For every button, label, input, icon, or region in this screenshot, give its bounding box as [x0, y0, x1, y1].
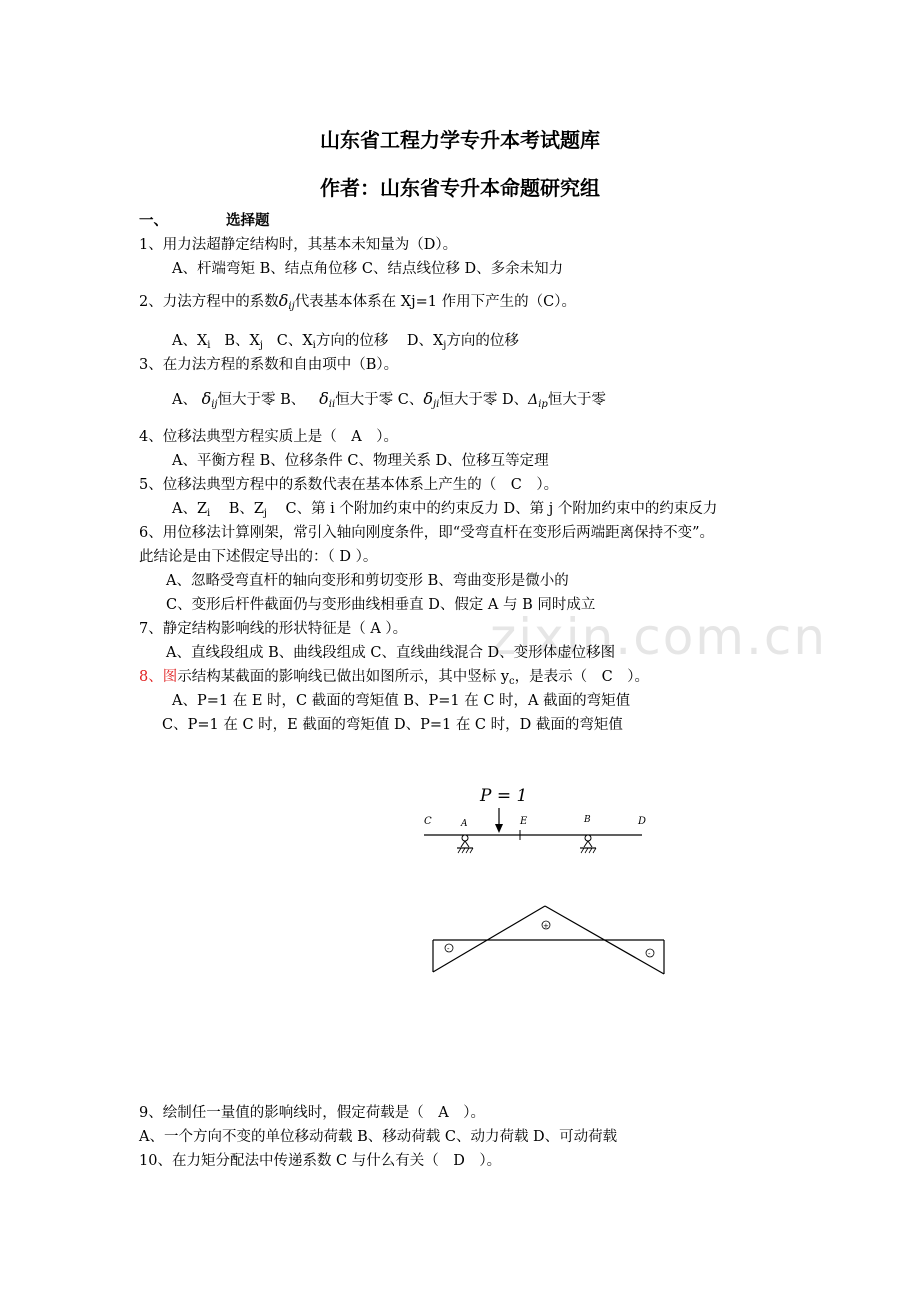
label-d: D	[638, 816, 647, 827]
question-8-options-1: A、P=1 在 E 时，C 截面的弯矩值 B、P=1 在 C 时，A 截面的弯矩值	[172, 693, 631, 709]
question-6-line-1: 6、用位移法计算刚架，常引入轴向刚度条件，即“受弯直杆在变形后两端距离保持不变”。	[139, 525, 715, 541]
section-number: 一、	[139, 213, 168, 229]
question-6-options-1: A、忽略受弯直杆的轴向变形和剪切变形 B、弯曲变形是微小的	[166, 573, 569, 589]
question-8-options-2: C、P=1 在 C 时，E 截面的弯矩值 D、P=1 在 C 时，D 截面的弯矩值	[162, 717, 623, 733]
section-heading: 选择题	[226, 213, 270, 229]
question-5: 5、位移法典型方程中的系数代表在基本体系上产生的（ C ）。	[139, 477, 559, 493]
beam-figure	[0, 770, 920, 1070]
delta-ji-symbol: $\delta_{ji}$	[423, 389, 440, 410]
question-6-options-2: C、变形后杆件截面仍与变形曲线相垂直 D、假定 A 与 B 同时成立	[166, 597, 596, 613]
option-b: B、$X_j$	[224, 333, 263, 351]
question-1-options: A、杆端弯矩 B、结点角位移 C、结点线位移 D、多余未知力	[172, 261, 564, 277]
question-8: 8、图示结构某截面的影响线已做出如图所示，其中竖标 $y_c$，是表示（ C ）。	[139, 669, 649, 687]
support-b	[580, 835, 596, 853]
delta-ij-symbol: $\delta_{ij}$	[278, 291, 295, 312]
svg-text:+: +	[543, 922, 549, 930]
delta-ii-symbol: $\delta_{ii}$	[319, 389, 336, 410]
page-title: 山东省工程力学专升本考试题库	[320, 128, 600, 152]
delta-ij-symbol: $\delta_{ij}$	[201, 389, 218, 410]
label-c: C	[424, 816, 432, 827]
load-label: P = 1	[480, 786, 528, 806]
delta-ip-symbol: $\Delta_{ip}$	[528, 392, 548, 410]
question-4: 4、位移法典型方程实质上是（ A ）。	[139, 429, 398, 445]
svg-text:-: -	[447, 945, 450, 953]
author-line: 作者：山东省专升本命题研究组	[320, 176, 600, 200]
question-9: 9、绘制任一量值的影响线时，假定荷载是（ A ）。	[139, 1105, 485, 1121]
question-10: 10、在力矩分配法中传递系数 C 与什么有关（ D ）。	[139, 1153, 502, 1169]
question-2-text-pre: 2、力法方程中的系数	[139, 294, 279, 310]
question-5-options: A、$Z_i$ B、$Z_j$ C、第 i 个附加约束中的约束反力 D、第 j 个附加约束中的约束反力	[172, 501, 718, 519]
option-a: A、$X_i$	[172, 333, 211, 351]
question-3-options: A、 $\delta_{ij}$恒大于零 B、 $\delta_{ii}$恒大于零 C、$\delta_{ji}$恒大于零 D、$\Delta_{ip}$恒大于零	[172, 389, 606, 410]
question-9-options: A、一个方向不变的单位移动荷载 B、移动荷载 C、动力荷载 D、可动荷载	[139, 1129, 618, 1145]
question-2-options	[172, 332, 519, 350]
influence-line-diagram	[433, 906, 664, 974]
question-2-text-post: 代表基本体系在 Xj=1 作用下产生的（C）。	[294, 294, 576, 310]
question-6-line-2: 此结论是由下述假定导出的：（ D ）。	[139, 549, 378, 565]
question-7: 7、静定结构影响线的形状特征是（ A ）。	[139, 621, 408, 637]
question-4-options: A、平衡方程 B、位移条件 C、物理关系 D、位移互等定理	[172, 453, 549, 469]
question-2	[139, 292, 576, 311]
question-1: 1、用力法超静定结构时，其基本未知量为（D）。	[139, 237, 458, 253]
label-a: A	[461, 819, 468, 829]
question-7-options: A、直线段组成 B、曲线段组成 C、直线曲线混合 D、变形体虚位移图	[166, 645, 616, 661]
watermark: zixin.com.cn	[490, 608, 828, 666]
label-b: B	[584, 815, 591, 825]
label-e: E	[520, 816, 528, 827]
option-d: D、$X_j$方向的位移	[406, 333, 519, 351]
support-a	[457, 835, 473, 853]
question-8-number: 8、图	[139, 669, 178, 685]
svg-text:-: -	[648, 950, 651, 958]
question-3: 3、在力法方程的系数和自由项中（B）。	[139, 357, 399, 373]
load-arrow-head	[495, 824, 503, 833]
option-c: C、$X_i$方向的位移	[276, 333, 389, 351]
